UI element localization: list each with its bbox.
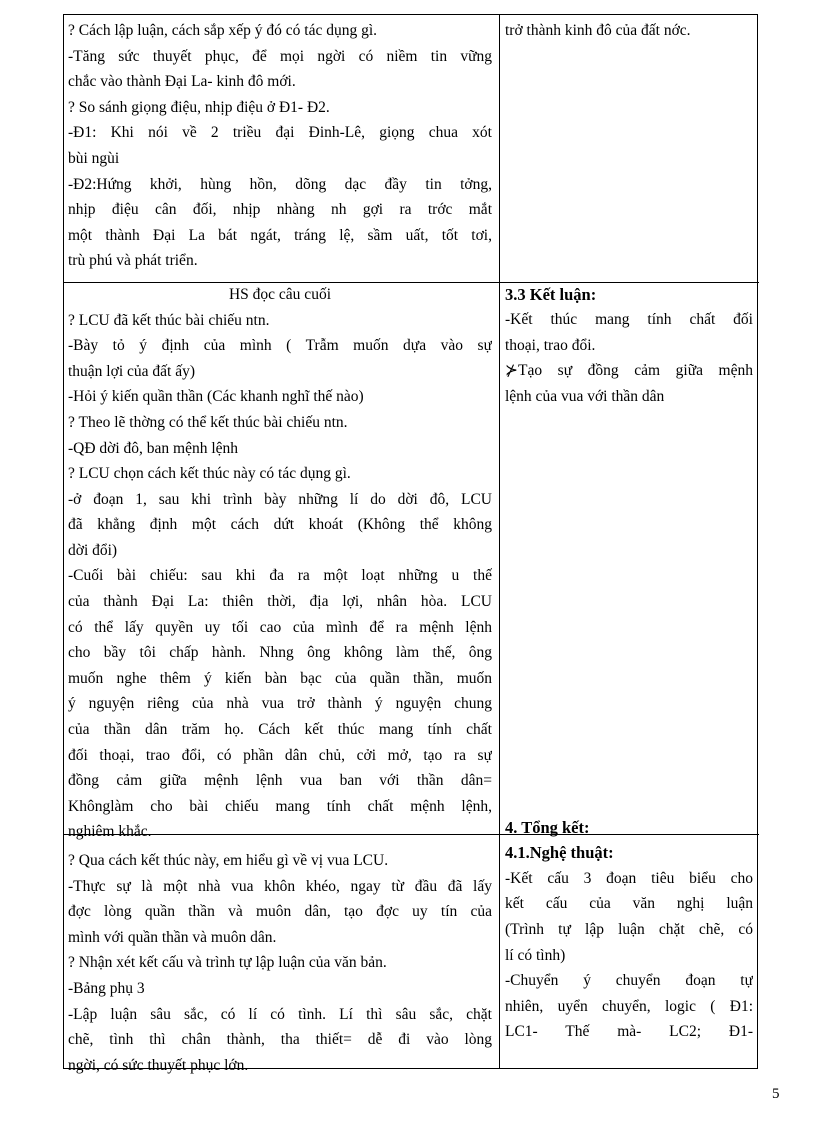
text-line: cho bầy tôi chấp hành. Nhng ông không làm thế, ông [68, 644, 492, 662]
text-line: ⊁Tạo sự đồng cảm giữa mệnh [505, 362, 753, 380]
text-line: Khônglàm cho bài chiếu mang tính chất mệnh lệnh, [68, 797, 492, 815]
text-line: của thần dân trăm họ. Cách kết thúc mang tính chất [68, 721, 492, 739]
text-line: đồng cảm giữa mệnh lệnh vua ban với thần dân= [68, 772, 492, 790]
text-line: chắc vào thành Đại La- kinh đô mới. [68, 73, 296, 91]
text-line: -Tăng sức thuyết phục, để mọi ngời có niềm tin vững [68, 47, 492, 65]
text-line: -Kết thúc mang tính chất đối [505, 311, 753, 329]
text-line: -ở đoạn 1, sau khi trình bày những lí do dời đô, LCU [68, 490, 492, 508]
text-line: LC1- Thế mà- LC2; Đ1- [505, 1023, 753, 1041]
text-line: kết cấu của văn nghị luận [505, 895, 753, 913]
column-divider [499, 15, 500, 1068]
text-line: -Lập luận sâu sắc, có lí có tình. Lí thì sâu sắc, chặt [68, 1005, 492, 1023]
text-line: bùi ngùi [68, 149, 120, 167]
text-line: nhiên, uyển chuyển, logic ( Đ1: [505, 997, 753, 1015]
text-line: đợc lòng quần thần và muôn dân, tạo đợc uy tín của [68, 903, 492, 921]
text-line: muốn nghe thêm ý kiến bàn bạc của quần thần, muốn [68, 669, 492, 687]
text-line: của thành Đại La: thiên thời, địa lợi, nhân hòa. LCU [68, 593, 492, 611]
text-line: thuận lợi của đất ấy) [68, 362, 195, 380]
text-line: đã khẳng định một cách dứt khoát (Không thể không [68, 516, 492, 534]
lesson-table [63, 14, 758, 1074]
left-column [68, 18, 492, 1078]
text-line: ? Theo lẽ thờng có thể kết thúc bài chiếu ntn. [68, 413, 348, 431]
text-line: -Chuyển ý chuyển đoạn tự [505, 972, 753, 990]
text-line: ? Qua cách kết thúc này, em hiểu gì về vị vua LCU. [68, 852, 389, 869]
text-line: (Trình tự lập luận chặt chẽ, có [505, 920, 753, 938]
text-line: ? LCU đã kết thúc bài chiếu ntn. [68, 311, 270, 329]
text-line: -Đ1: Khi nói về 2 triều đại Đinh-Lê, giọng chua xót [68, 124, 492, 142]
text-line: -Cuối bài chiếu: sau khi đa ra một loạt những u thế [68, 567, 492, 585]
section-heading: 4.1.Nghệ thuật: [505, 843, 614, 863]
text-line: ngời, có sức thuyết phục lớn. [68, 1056, 249, 1074]
text-line: -Bảng phụ 3 [68, 979, 145, 997]
text-line: nghiêm khắc. [68, 823, 152, 841]
text-line: ? Nhận xét kết cấu và trình tự lập luận của văn bản. [68, 954, 387, 972]
text-line: trở thành kinh đô của đất nớc. [505, 22, 691, 39]
text-line: -QĐ dời đô, ban mệnh lệnh [68, 439, 239, 457]
text-line: trù phú và phát triển. [68, 252, 198, 270]
text-line: dời đổi) [68, 541, 118, 559]
text-line: ý nguyện riêng của nhà vua trở thành ý nguyện chung [68, 695, 492, 713]
text-line: một thành Đại La bát ngát, tráng lệ, sầm uất, tốt tơi, [68, 226, 492, 244]
text-line: có thể lấy quyền uy tối cao của mình để ra mệnh lệnh [68, 618, 492, 636]
text-line: đối thoại, trao đổi, có phần dân chủ, cởi mở, tạo ra sự [68, 746, 492, 764]
text-line: thoại, trao đổi. [505, 336, 596, 354]
text-line: -Kết cấu 3 đoạn tiêu biểu cho [505, 869, 753, 887]
text-line: -Bày tỏ ý định của mình ( Trẫm muốn dựa vào sự [68, 337, 492, 355]
text-line: lệnh của vua với thần dân [505, 387, 665, 405]
text-line: ? So sánh giọng điệu, nhịp điệu ở Đ1- Đ2. [68, 98, 330, 116]
text-line: -Thực sự là một nhà vua khôn khéo, ngay từ đầu đã lấy [68, 877, 492, 895]
text-line: -Hỏi ý kiến quần thần (Các khanh nghĩ thế nào) [68, 388, 364, 406]
text-line: chẽ, tình thì chân thành, tha thiết= dễ đi vào lòng [68, 1031, 492, 1049]
text-line: ? Cách lập luận, cách sắp xếp ý đó có tác dụng gì. [68, 22, 378, 39]
text-line: -Đ2:Hứng khởi, hùng hồn, dõng dạc đầy tin tởng, [68, 175, 492, 193]
text-line: nhịp điệu cân đối, nhịp nhàng nh gợi ra trớc mắt [68, 201, 492, 219]
page-number: 5 [772, 1086, 780, 1102]
text-line: lí có tình) [505, 946, 566, 964]
text-line: HS đọc câu cuối [228, 285, 331, 303]
section-heading: 4. Tổng kết: [505, 817, 590, 837]
text-line: mình với quần thần và muôn dân. [68, 928, 277, 946]
right-column [505, 18, 753, 1045]
text-line: ? LCU chọn cách kết thúc này có tác dụng gì. [68, 465, 351, 483]
section-heading: 3.3 Kết luận: [505, 284, 597, 304]
